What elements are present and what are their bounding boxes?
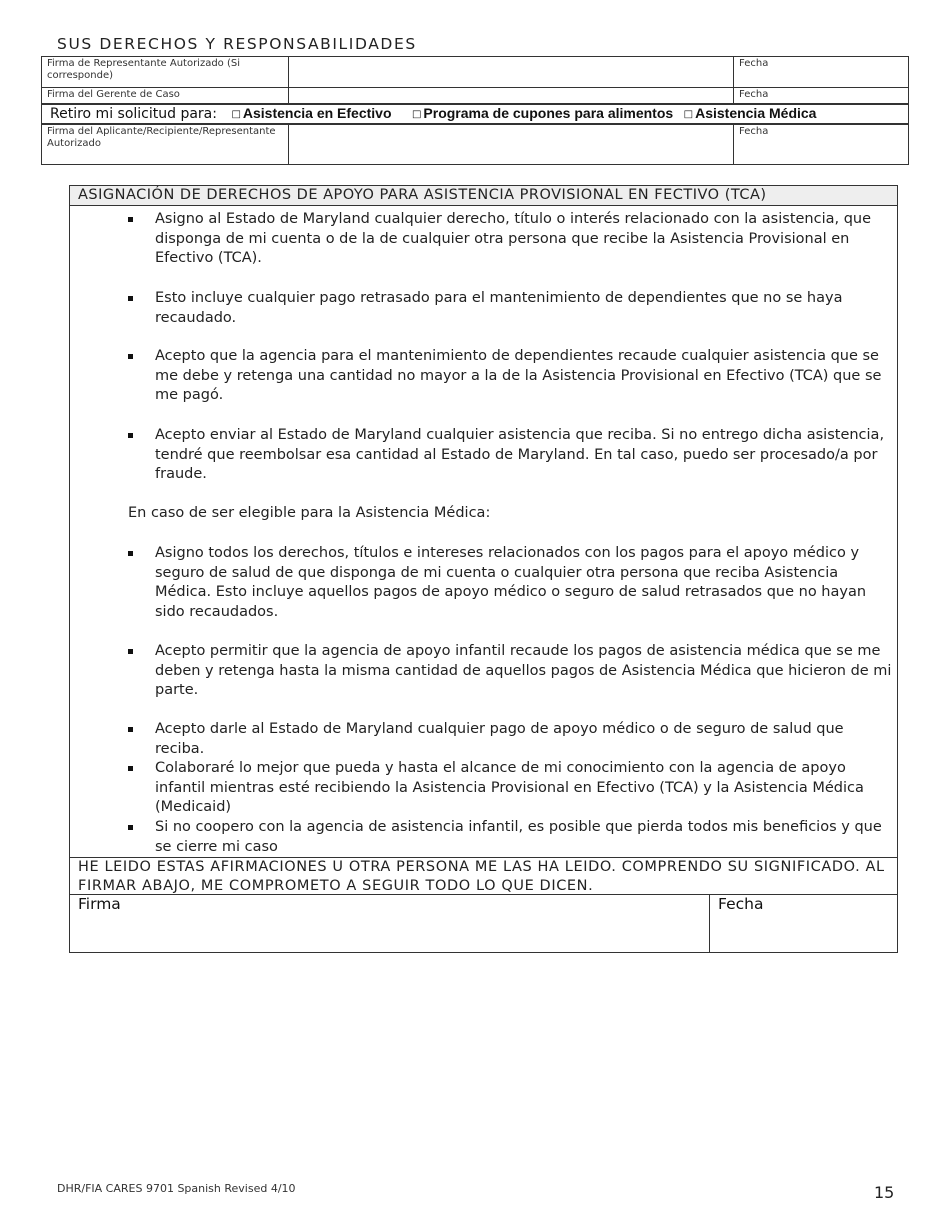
- list-item: Esto incluye cualquier pago retrasado para el mantenimiento de dependientes que no se haya recaudado.: [155, 289, 893, 328]
- case-manager-date-label: Fecha: [734, 88, 909, 105]
- acknowledgement-statement: HE LEIDO ESTAS AFIRMACIONES U OTRA PERSONA ME LAS HA LEIDO. COMPRENDO SU SIGNIFICADO. AL FIRMAR ABAJO, ME COMPROMETO A SEGUIR TODO LO QUE DICEN.: [70, 857, 897, 895]
- list-item: Acepto que la agencia para el mantenimiento de dependientes recaude cualquier asistencia que se me debe y retenga una cantidad no mayor a la de la Asistencia Provisional en Efectivo (TCA) que se me pagó.: [155, 347, 893, 406]
- option-food-program: Programa de cupones para alimentos: [423, 105, 674, 121]
- date-label: Fecha: [718, 895, 764, 913]
- list-item: Asigno al Estado de Maryland cualquier derecho, título o interés relacionado con la asistencia, que disponga de mi cuenta o de la de cualquier otra persona que recibe la Asistencia Provisional en Efectivo (TCA).: [155, 210, 893, 269]
- rep-signature-label: Firma de Representante Autorizado (Si corresponde): [42, 57, 289, 88]
- case-manager-field[interactable]: [289, 88, 734, 105]
- page-title: SUS DERECHOS Y RESPONSABILIDADES: [57, 35, 417, 53]
- rep-date-label: Fecha: [734, 57, 909, 88]
- assignment-body: [70, 206, 897, 857]
- list-item: Acepto darle al Estado de Maryland cualquier pago de apoyo médico o de seguro de salud que reciba.: [155, 720, 893, 759]
- bullet-icon: [128, 354, 133, 359]
- checkbox-cash[interactable]: □: [231, 109, 241, 120]
- list-item: Colaboraré lo mejor que pueda y hasta el alcance de mi conocimiento con la agencia de apoyo infantil mientras esté recibiendo la Asistencia Provisional en Efectivo (TCA) y la Asistencia Médica (Medicaid): [155, 759, 893, 818]
- bullet-icon: [128, 217, 133, 222]
- signature-row: [70, 895, 897, 952]
- rep-signature-field[interactable]: [289, 57, 734, 88]
- list-item: Asigno todos los derechos, títulos e intereses relacionados con los pagos para el apoyo médico y seguro de salud de que disponga de mi cuenta o cualquier otra persona que reciba Asistencia Médica. Esto incluye aquellos pagos de apoyo médico o seguro de salud retrasados que no hayan sido recaudados.: [155, 544, 893, 622]
- list-item: Si no coopero con la agencia de asistencia infantil, es posible que pierda todos mis beneficios y que se cierre mi caso: [155, 818, 893, 857]
- signature-table: [41, 56, 909, 165]
- page-number: 15: [874, 1183, 895, 1202]
- bullet-icon: [128, 649, 133, 654]
- medical-intro: En caso de ser elegible para la Asistencia Médica:: [128, 505, 491, 521]
- assignment-title: ASIGNACIÓN DE DERECHOS DE APOYO PARA ASISTENCIA PROVISIONAL EN FECTIVO (TCA): [70, 186, 897, 206]
- option-cash-assistance: Asistencia en Efectivo: [242, 105, 392, 121]
- signature-field[interactable]: [70, 895, 710, 952]
- bullet-icon: [128, 727, 133, 732]
- case-manager-label: Firma del Gerente de Caso: [42, 88, 289, 105]
- applicant-signature-label: Firma del Aplicante/Recipiente/Representante Autorizado: [42, 124, 289, 165]
- withdraw-label: Retiro mi solicitud para:: [50, 106, 217, 122]
- list-item: Acepto permitir que la agencia de apoyo infantil recaude los pagos de asistencia médica que se me deben y retenga hasta la misma cantidad de aquellos pagos de Asistencia Médica que hicieron de mi parte.: [155, 642, 893, 701]
- checkbox-food[interactable]: □: [411, 109, 422, 120]
- assignment-section: [69, 185, 898, 953]
- withdraw-row: [42, 104, 909, 124]
- bullet-icon: [128, 825, 133, 830]
- bullet-icon: [128, 551, 133, 556]
- applicant-date-label: Fecha: [734, 124, 909, 165]
- bullet-icon: [128, 766, 133, 771]
- form-id: DHR/FIA CARES 9701 Spanish Revised 4/10: [57, 1182, 296, 1195]
- applicant-signature-field[interactable]: [289, 124, 734, 165]
- option-medical-assistance: Asistencia Médica: [695, 105, 817, 121]
- signature-label: Firma: [78, 895, 121, 913]
- bullet-icon: [128, 296, 133, 301]
- date-field[interactable]: [710, 895, 897, 952]
- checkbox-medical[interactable]: □: [683, 109, 694, 120]
- list-item: Acepto enviar al Estado de Maryland cualquier asistencia que reciba. Si no entrego dicha asistencia, tendré que reembolsar esa cantidad al Estado de Maryland. En tal caso, puedo ser procesado/a por fraude.: [155, 426, 893, 485]
- bullet-icon: [128, 433, 133, 438]
